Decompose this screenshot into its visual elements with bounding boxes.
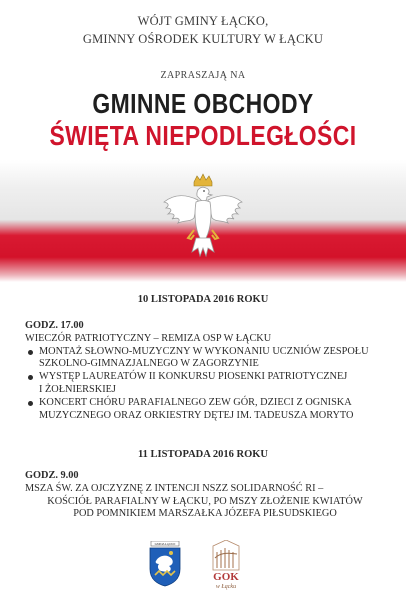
item-line: MONTAŻ SŁOWNO-MUZYCZNY W WYKONANIU UCZNIÓW ZESPOŁU [39,345,369,357]
lacko-crest-logo-icon [147,541,183,587]
event-lead-day-1: WIECZÓR PATRIOTYCZNY – REMIZA OSP W ŁĄCKU [25,332,272,344]
poster-title-line-1: GMINNE OBCHODY [92,88,314,119]
white-eagle-emblem-icon [158,172,248,272]
organizers [0,12,406,48]
gok-logo-subtext: w Łącku [215,584,237,590]
poster-title-line-2: ŚWIĘTA NIEPODLEGŁOŚCI [49,120,357,151]
date-day-1: 10 LISTOPADA 2016 ROKU [137,294,269,305]
time-day-2: GODZ. 9.00 [25,470,79,481]
gok-logo-icon [203,540,249,590]
program-day-1 [25,320,385,422]
time-day-1: GODZ. 17.00 [25,320,84,331]
date-day-2: 11 LISTOPADA 2016 ROKU [137,449,268,460]
event-line: MSZA ŚW. ZA OJCZYZNĘ Z INTENCJI NSZZ SOLIDARNOŚĆ RI – [25,482,324,494]
gok-logo-text: GOK [213,571,239,583]
organizer-line-1: WÓJT GMINY ŁĄCKO, [137,14,269,28]
item-line: SZKOLNO-GIMNAZJALNEGO W ZAGORZYNIE [39,358,259,370]
invite-text: ZAPRASZAJĄ NA [160,70,246,81]
event-line: POD POMNIKIEM MARSZAŁKA JÓZEFA PIŁSUDSKIEGO [73,508,337,520]
crest-caption: GMINA ŁĄCKO [154,542,176,546]
item-line: MUZYCZNEGO ORAZ ORKIESTRY DĘTEJ IM. TADEUSZA MORYTO [39,409,354,421]
list-item [25,371,385,397]
list-item [25,346,385,372]
item-line: KONCERT CHÓRU PARAFIALNEGO ZEW GÓR, DZIECI Z OGNISKA [39,396,352,408]
program-day-2 [25,470,385,521]
program-list [25,346,385,423]
list-item [25,397,385,423]
item-line: WYSTĘP LAUREATÓW II KONKURSU PIOSENKI PATRIOTYCZNEJ [39,371,348,383]
organizer-line-2: GMINNY OŚRODEK KULTURY W ŁĄCKU [82,32,324,46]
event-line: KOŚCIÓŁ PARAFIALNY W ŁĄCKU, PO MSZY ZŁOŻENIE KWIATÓW [47,495,363,507]
item-line: I ŻOŁNIERSKIEJ [39,383,116,395]
